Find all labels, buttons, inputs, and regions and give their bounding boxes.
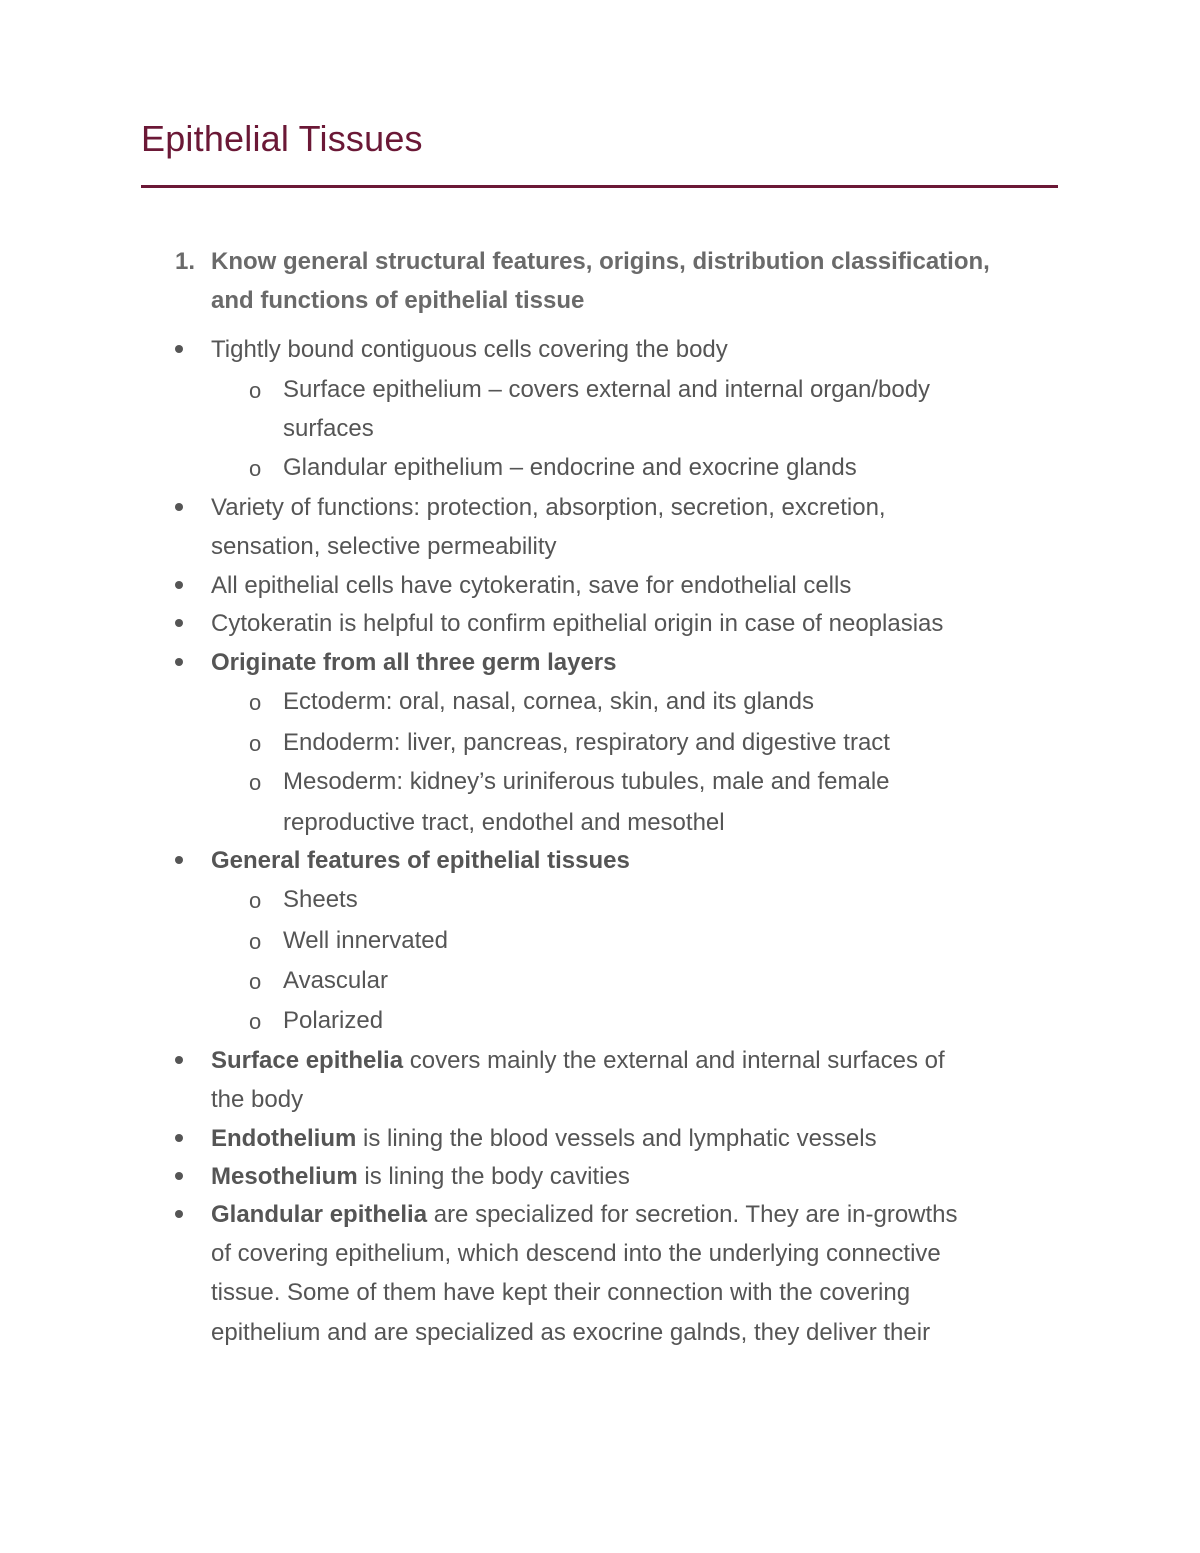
heading-line-1: Know general structural features, origins, distribution classification, (211, 248, 990, 275)
sub-list-item: Polarized (283, 1007, 384, 1034)
sub-bullet-icon: o (249, 969, 262, 994)
sub-bullet-icon: o (249, 456, 262, 481)
list-item: Variety of functions: protection, absorption, secretion, excretion, (211, 494, 886, 521)
list-item (211, 1041, 945, 1080)
bullet-icon (175, 1134, 183, 1142)
bullet-icon (175, 581, 183, 589)
term-bold: Glandular epithelia (211, 1201, 428, 1228)
sub-bullet-icon: o (249, 731, 262, 756)
term-description: is lining the body cavities (357, 1163, 630, 1190)
sub-list-item: Mesoderm: kidney’s uriniferous tubules, male and female (283, 768, 890, 795)
list-item-bold: General features of epithelial tissues (211, 847, 630, 874)
sub-bullet-icon: o (249, 888, 262, 913)
term-description: covers mainly the external and internal surfaces of (403, 1047, 945, 1074)
sub-list-item: Glandular epithelium – endocrine and exocrine glands (283, 454, 857, 481)
sub-list-item-continued: reproductive tract, endothel and mesothel (283, 809, 725, 836)
sub-bullet-icon: o (249, 770, 262, 795)
page-title: Epithelial Tissues (141, 118, 423, 159)
list-item-continued: the body (211, 1086, 304, 1113)
bullet-icon (175, 503, 183, 511)
bullet-icon (175, 1056, 183, 1064)
sub-list-item: Endoderm: liver, pancreas, respiratory and digestive tract (283, 729, 890, 756)
term-bold: Surface epithelia (211, 1047, 404, 1074)
list-item (211, 1119, 877, 1158)
list-item: All epithelial cells have cytokeratin, save for endothelial cells (211, 572, 852, 599)
term-bold: Mesothelium (211, 1163, 358, 1190)
bullet-icon (175, 1210, 183, 1218)
list-item: Cytokeratin is helpful to confirm epithelial origin in case of neoplasias (211, 610, 944, 637)
bullet-icon (175, 856, 183, 864)
list-item (211, 1157, 630, 1196)
bullet-icon (175, 658, 183, 666)
bullet-icon (175, 619, 183, 627)
heading-number: 1. (175, 248, 196, 275)
sub-list-item-continued: surfaces (283, 415, 374, 442)
title-divider (141, 185, 1058, 188)
sub-bullet-icon: o (249, 690, 262, 715)
sub-list-item: Surface epithelium – covers external and internal organ/body (283, 376, 931, 403)
term-description: are specialized for secretion. They are in-growths (427, 1201, 958, 1228)
sub-list-item: Ectoderm: oral, nasal, cornea, skin, and its glands (283, 688, 814, 715)
list-item: Tightly bound contiguous cells covering the body (211, 336, 728, 363)
bullet-icon (175, 1172, 183, 1180)
list-item-continued: epithelium and are specialized as exocrine galnds, they deliver their (211, 1319, 931, 1346)
list-item (211, 1195, 958, 1234)
sub-bullet-icon: o (249, 1009, 262, 1034)
sub-list-item: Sheets (283, 886, 358, 913)
list-item-continued: tissue. Some of them have kept their connection with the covering (211, 1279, 911, 1306)
numbered-heading (175, 242, 1055, 320)
list-item-bold: Originate from all three germ layers (211, 649, 617, 676)
sub-list-item: Well innervated (283, 927, 448, 954)
bullet-icon (175, 345, 183, 353)
sub-list-item: Avascular (283, 967, 388, 994)
sub-bullet-icon: o (249, 378, 262, 403)
term-bold: Endothelium (211, 1125, 357, 1152)
sub-bullet-icon: o (249, 929, 262, 954)
term-description: is lining the blood vessels and lymphatic vessels (356, 1125, 877, 1152)
list-item-continued: of covering epithelium, which descend into the underlying connective (211, 1240, 941, 1267)
heading-line-2: and functions of epithelial tissue (211, 287, 585, 314)
list-item-continued: sensation, selective permeability (211, 533, 557, 560)
